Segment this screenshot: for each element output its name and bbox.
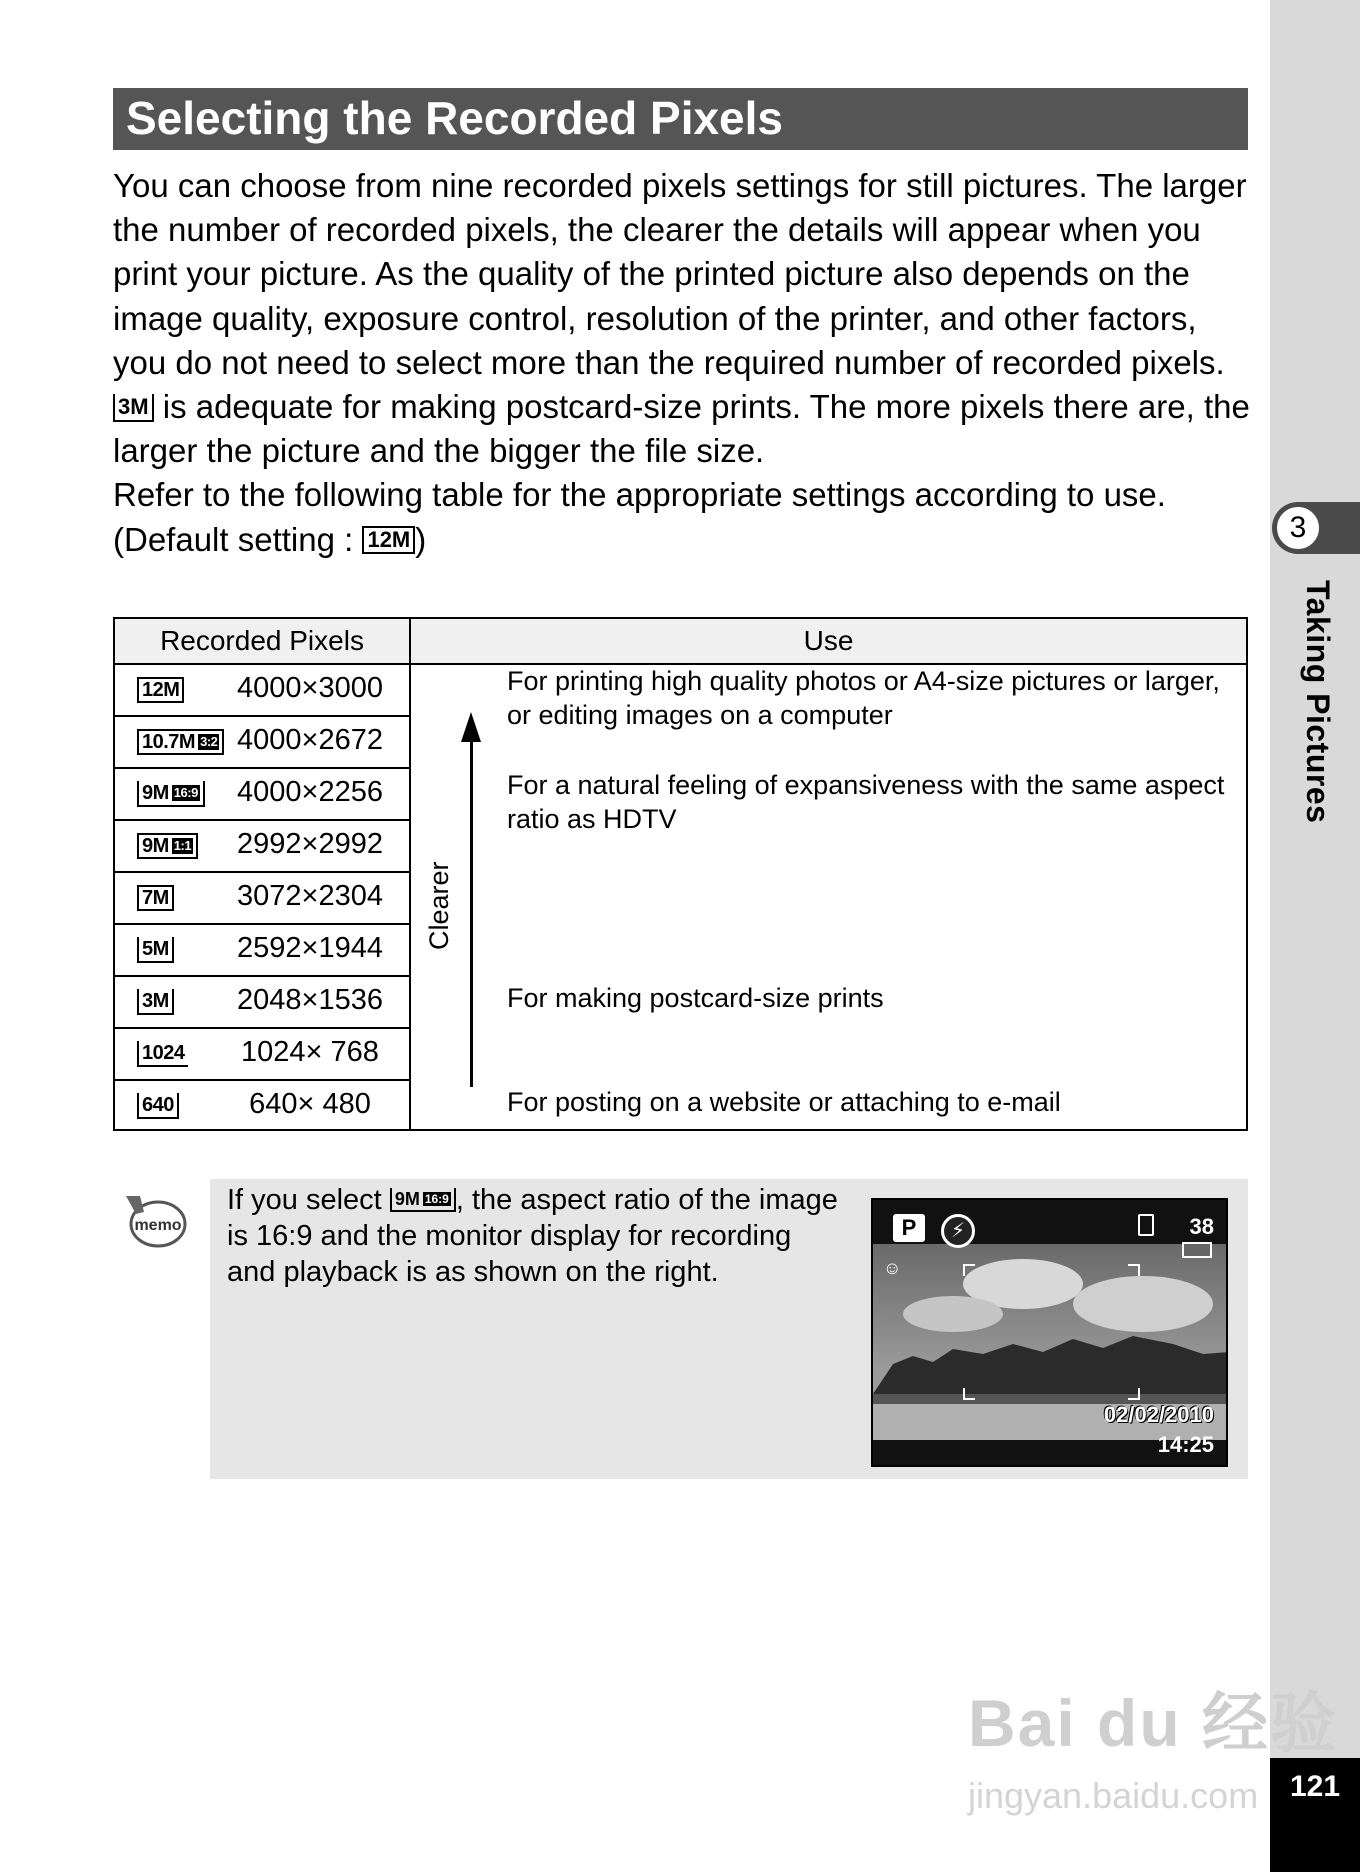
row-resolution: 2048×1536 [237,984,383,1016]
use-text-website: For posting on a website or attaching to e-mail [507,1087,1061,1117]
resolution-icon-label: 9M [142,782,169,804]
table-row [115,873,409,925]
focus-frame-corner [1128,1264,1140,1276]
page-title: Selecting the Recorded Pixels [126,92,784,144]
table-row [115,1081,409,1133]
table-row [115,925,409,977]
table-row [115,769,409,821]
chapter-label: Taking Pictures [1300,580,1336,824]
default-setting-label: (Default setting : [113,520,363,558]
focus-frame-corner [1128,1388,1140,1400]
use-text-postcard: For making postcard-size prints [507,983,884,1013]
table-row [115,977,409,1029]
intro-text-a: You can choose from nine recorded pixels settings for still pictures. The larger the number of recorded pixels, the clearer the details will appear when you print your picture. As the quality of the printed picture also depends on the image quality, exposure control, resolution of the printer, and other factors, you do not need to select more than the required number of recorded pixels. [113,167,1247,381]
memo-icon-badge: 16:9 [424,1192,449,1206]
resolution-icon [137,833,198,859]
table-row [115,821,409,873]
intro-text-b: is adequate for making postcard-size prints. The more pixels there are, the larger the picture and the bigger the file size. [113,388,1250,470]
memo-icon [118,1190,188,1252]
intro-paragraph-1 [113,164,1253,473]
resolution-icon-label: 3M [142,990,169,1012]
resolution-icon [137,677,184,703]
table-row [115,665,409,717]
memo-icon-label: memo [134,1217,182,1234]
row-resolution: 2592×1944 [237,932,383,964]
row-resolution: 640× 480 [249,1088,371,1120]
intro-text [113,164,1253,562]
resolution-3m-icon: 3M [113,394,154,422]
lcd-shots-remaining: 38 [1189,1214,1214,1239]
resolution-icon [137,781,205,807]
use-text-high-quality: For printing high quality photos or A4-size pictures or larger, or editing images on a computer [507,666,1220,730]
face-detect-icon: ☺ [883,1258,902,1278]
memo-text-a: If you select [227,1184,390,1216]
lcd-mode: P [893,1214,925,1242]
resolution-icon-label: 7M [142,887,169,909]
camera-lcd-preview [871,1198,1228,1467]
resolution-icon [137,989,174,1015]
focus-frame-corner [963,1388,975,1400]
resolution-icon-label: 9M [142,835,169,857]
memo-text [227,1182,847,1290]
resolution-icon-label: 5M [142,938,169,960]
resolution-icon-label: 10.7M [142,731,196,753]
resolution-icon [137,937,174,963]
use-text-hdtv: For a natural feeling of expansiveness with the same aspect ratio as HDTV [507,770,1225,834]
row-resolution: 1024× 768 [241,1036,379,1068]
clearer-arrow-line [470,736,473,1087]
row-resolution: 4000×3000 [237,672,383,704]
resolution-icon [137,1041,188,1067]
side-band [1270,0,1360,1872]
resolution-icon-label: 1024 [142,1042,185,1064]
header-use: Use [803,625,854,656]
watermark-brand: Bai du 经验 [968,1686,1339,1760]
intro-paragraph-2: Refer to the following table for the appropriate settings according to use. [113,476,1166,514]
resolution-9m-169-icon [390,1188,456,1212]
focus-frame-corner [963,1264,975,1276]
battery-icon [1182,1242,1212,1258]
resolution-icon [137,885,174,911]
row-resolution: 4000×2672 [237,724,383,756]
table-row [115,1029,409,1081]
resolution-icon [137,729,224,755]
resolution-icon-label: 12M [142,679,180,701]
table-row [115,717,409,769]
memo-icon-res: 9M [394,1189,420,1209]
aspect-badge: 3:2 [200,734,218,749]
resolution-icon-label: 640 [142,1094,174,1116]
chapter-number: 3 [1275,505,1321,551]
table-header [115,619,1246,665]
row-resolution: 2992×2992 [237,828,383,860]
default-setting-close: ) [415,520,427,558]
aspect-badge: 16:9 [173,785,198,800]
aspect-badge: 1:1 [173,838,192,853]
memo-text-b: , the aspect ratio of the image is 16:9 and the monitor display for recording and playback is as shown on the right. [227,1184,838,1288]
lcd-time: 14:25 [1157,1432,1214,1457]
watermark-url: jingyan.baidu.com [968,1775,1259,1816]
row-resolution: 4000×2256 [237,776,383,808]
header-recorded-pixels: Recorded Pixels [160,625,364,656]
page-number: 121 [1289,1770,1341,1803]
resolution-12m-icon: 12M [362,526,415,554]
intro-paragraph-3 [113,518,1253,562]
column-divider [409,619,411,1129]
resolution-icon [137,1093,179,1119]
lcd-date: 02/02/2010 [1103,1402,1214,1427]
flash-off-icon: ⚡ [941,1214,975,1248]
memory-card-icon [1138,1214,1154,1236]
clearer-label: Clearer [424,861,454,950]
row-resolution: 3072×2304 [237,880,383,912]
